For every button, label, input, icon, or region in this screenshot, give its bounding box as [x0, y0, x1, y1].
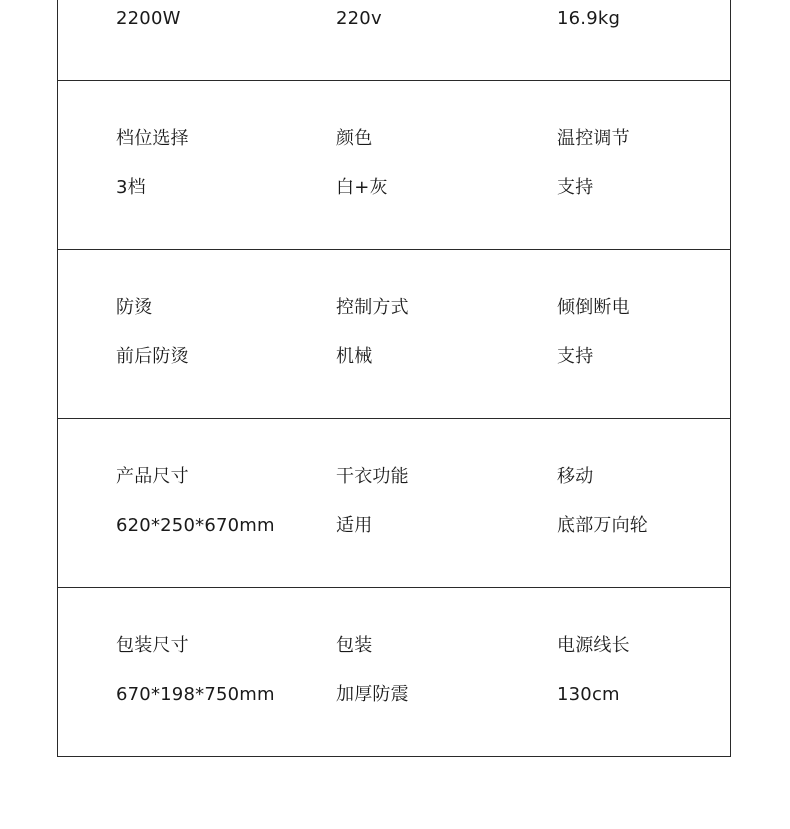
spec-cell [116, 0, 316, 80]
spec-cell [336, 419, 536, 587]
spec-table [57, 0, 731, 757]
spec-label: 档位选择 [116, 128, 189, 149]
spec-value: 机械 [336, 346, 373, 367]
spec-row [58, 418, 730, 587]
spec-label: 倾倒断电 [557, 297, 630, 318]
spec-label: 包装 [336, 635, 373, 656]
spec-row [58, 249, 730, 418]
spec-cell [336, 250, 536, 418]
spec-value: 加厚防震 [336, 684, 409, 705]
spec-cell [557, 419, 757, 587]
spec-value: 底部万向轮 [557, 515, 648, 536]
spec-value-voltage: 220v [336, 8, 382, 29]
spec-cell [557, 0, 757, 80]
spec-cell [336, 0, 536, 80]
spec-label: 产品尺寸 [116, 466, 189, 487]
spec-value: 支持 [557, 346, 594, 367]
spec-label: 防烫 [116, 297, 153, 318]
spec-value: 620*250*670mm [116, 515, 275, 536]
spec-cell [116, 419, 316, 587]
spec-cell [557, 81, 757, 249]
spec-value: 支持 [557, 177, 594, 198]
spec-row [58, 80, 730, 249]
spec-label: 温控调节 [557, 128, 630, 149]
spec-label: 干衣功能 [336, 466, 409, 487]
spec-value: 3档 [116, 177, 146, 198]
spec-label: 颜色 [336, 128, 373, 149]
spec-cell [557, 588, 757, 756]
spec-value: 适用 [336, 515, 373, 536]
spec-value: 670*198*750mm [116, 684, 275, 705]
spec-cell [336, 81, 536, 249]
spec-cell [336, 588, 536, 756]
spec-row [58, 587, 730, 756]
spec-label: 包装尺寸 [116, 635, 189, 656]
spec-cell [557, 250, 757, 418]
spec-cell [116, 250, 316, 418]
spec-label: 电源线长 [557, 635, 630, 656]
spec-value-power: 2200W [116, 8, 181, 29]
spec-row-top [58, 0, 730, 80]
spec-value: 白+灰 [336, 177, 388, 198]
spec-label: 控制方式 [336, 297, 409, 318]
spec-cell [116, 588, 316, 756]
spec-value: 130cm [557, 684, 620, 705]
spec-cell [116, 81, 316, 249]
spec-label: 移动 [557, 466, 594, 487]
spec-value: 前后防烫 [116, 346, 189, 367]
spec-value-weight: 16.9kg [557, 8, 621, 29]
